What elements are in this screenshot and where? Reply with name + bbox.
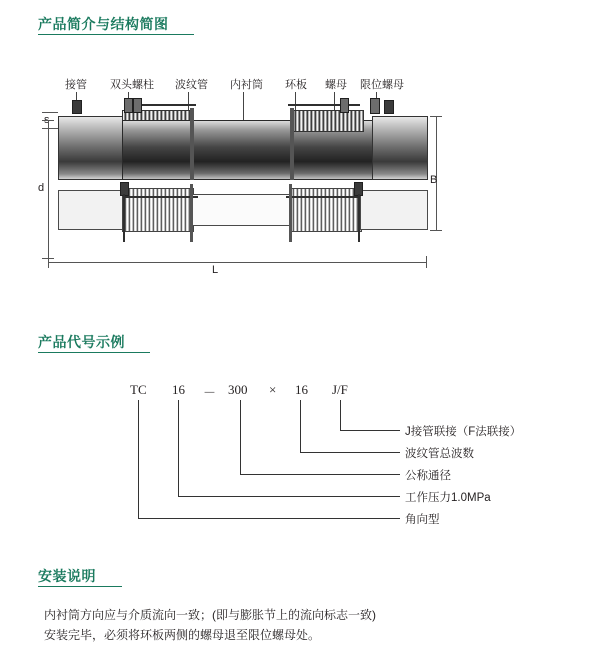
- callout-label-0: 接管: [65, 79, 87, 91]
- dim-line-l: [48, 262, 426, 263]
- code-leader-h-1: [178, 496, 400, 497]
- bolt-top-left: [72, 100, 82, 114]
- code-leader-h-3: [240, 474, 400, 475]
- code-desc-3: 工作压力1.0MPa: [405, 492, 491, 504]
- stud-rod-bottom-right: [286, 196, 360, 198]
- structure-diagram: [40, 64, 560, 289]
- code-leader-h-6: [340, 430, 400, 431]
- dim-line-d: [48, 120, 49, 258]
- section-title-code-underline: [38, 352, 150, 353]
- dim-line-b: [436, 116, 437, 230]
- pipe-right-bottom: [360, 190, 428, 230]
- pipe-left-bottom: [58, 190, 124, 230]
- dim-tick-l-left: [48, 256, 49, 268]
- ring-plate-bottom-left: [190, 184, 193, 242]
- liner-bottom: [192, 194, 292, 226]
- ring-plate-left: [190, 108, 194, 180]
- code-leader-h-0: [138, 518, 400, 519]
- code-token-2: －: [203, 385, 217, 400]
- dim-label-d: d: [38, 182, 45, 194]
- nut-top-right-a: [340, 98, 349, 113]
- section-title-install-underline: [38, 586, 122, 587]
- code-leader-v-3: [240, 400, 241, 474]
- bolt-top-right: [384, 100, 394, 114]
- section-title-intro-underline: [38, 34, 194, 35]
- code-token-6: J/F: [332, 382, 348, 397]
- nut-top-left-b: [133, 98, 142, 113]
- nut-top-left-a: [124, 98, 133, 113]
- dim-tick-s-bottom: [42, 128, 58, 129]
- callout-label-6: 限位螺母: [360, 79, 404, 91]
- install-note-line-0: 内衬筒方向应与介质流向一致；(即与膨胀节上的流向标志一致): [44, 608, 376, 622]
- code-leader-h-5: [300, 452, 400, 453]
- dim-tick-d-top: [42, 120, 54, 121]
- bellows-right-top: [292, 110, 364, 132]
- code-leader-v-5: [300, 400, 301, 452]
- code-token-5: 16: [295, 382, 308, 397]
- callout-label-1: 双头螺柱: [110, 79, 154, 91]
- ring-plate-bottom-right: [289, 184, 292, 242]
- dim-label-b: B: [430, 174, 438, 186]
- dim-tick-s-top: [42, 112, 58, 113]
- lead-line-5: [334, 92, 335, 110]
- code-token-3: 300: [228, 382, 248, 397]
- code-leader-v-0: [138, 400, 139, 518]
- callout-label-4: 环板: [285, 79, 307, 91]
- code-leader-v-6: [340, 400, 341, 430]
- callout-label-2: 波纹管: [175, 79, 208, 91]
- code-leader-v-1: [178, 400, 179, 496]
- install-note-line-1: 安装完毕，必须将环板两侧的螺母退至限位螺母处。: [44, 628, 321, 642]
- code-desc-2: 公称通径: [405, 470, 451, 482]
- code-desc-1: 波纹管总波数: [405, 448, 474, 460]
- code-token-0: TC: [130, 382, 147, 397]
- stud-rod-top-right: [288, 104, 360, 106]
- code-token-4: ×: [269, 382, 277, 397]
- rod-bottom-left-vert: [123, 194, 125, 242]
- dim-tick-b-top: [430, 116, 442, 117]
- limit-nut-top-right: [370, 98, 380, 114]
- code-desc-0: J接管联接（F法联接）: [405, 426, 522, 438]
- code-token-1: 16: [172, 382, 185, 397]
- dim-label-l: L: [212, 264, 219, 276]
- dim-tick-b-bottom: [430, 230, 442, 231]
- product-code-diagram: [60, 372, 540, 532]
- rod-bottom-right-vert: [358, 194, 360, 242]
- callout-label-5: 螺母: [325, 79, 347, 91]
- stud-rod-bottom-left: [124, 196, 198, 198]
- pipe-right-top: [372, 116, 428, 180]
- pipe-left-top: [58, 116, 124, 180]
- section-title-code: 产品代号示例: [38, 334, 125, 350]
- code-desc-4: 角向型: [405, 514, 440, 526]
- section-title-intro: 产品简介与结构简图: [38, 16, 169, 32]
- bellows-left-bottom: [122, 188, 194, 232]
- ring-plate-right: [290, 108, 294, 180]
- bellows-right-bottom: [290, 188, 362, 232]
- section-title-install: 安装说明: [38, 568, 96, 584]
- callout-label-3: 内衬筒: [230, 79, 263, 91]
- dim-tick-l-right: [426, 256, 427, 268]
